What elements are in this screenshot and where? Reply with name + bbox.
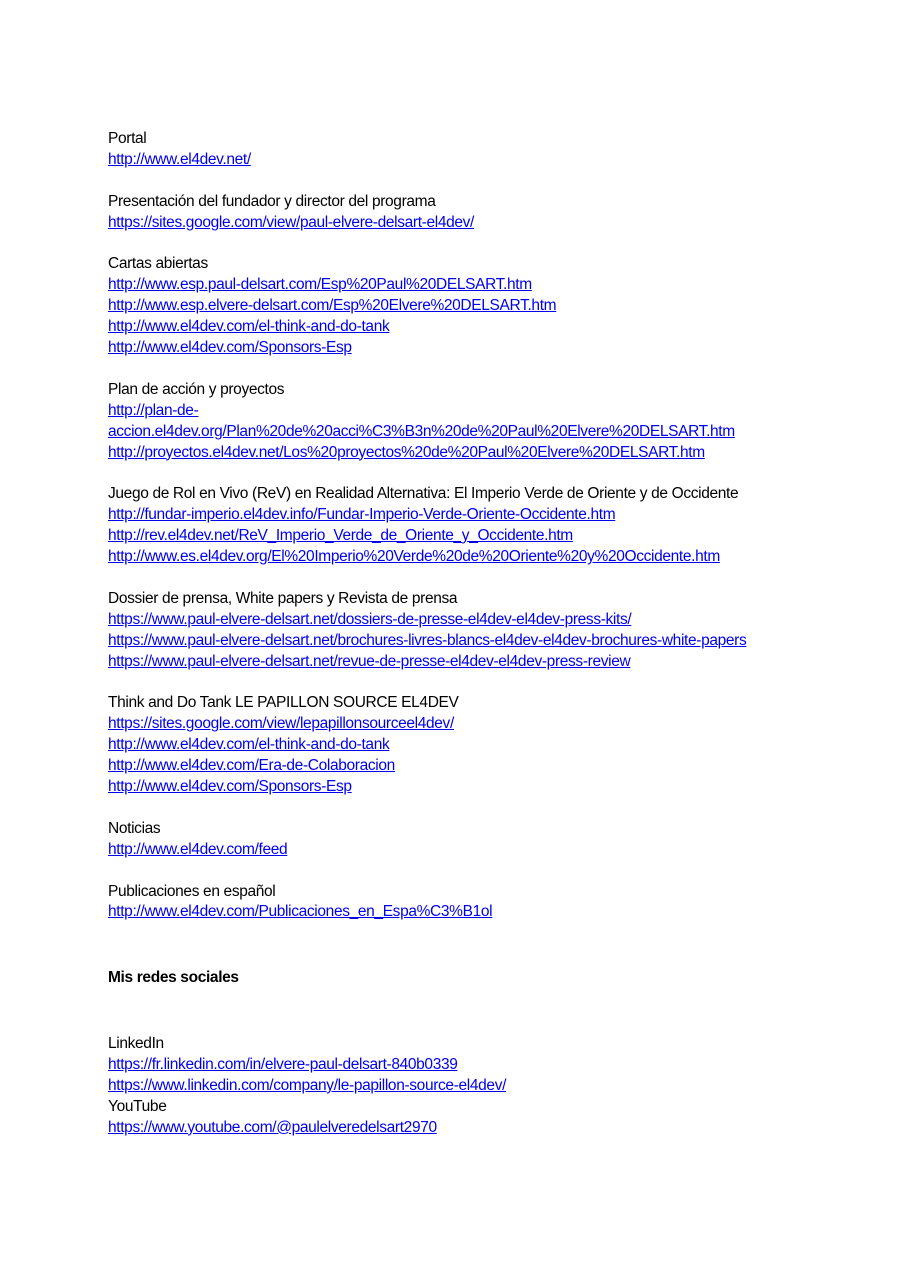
linkedin-label: LinkedIn bbox=[108, 1035, 164, 1053]
social-links-block bbox=[108, 1034, 888, 1139]
section-heading: Noticias bbox=[108, 819, 161, 837]
link[interactable]: http://www.el4dev.com/Publicaciones_en_Espa%C3%B1ol bbox=[108, 903, 493, 921]
linkedin-link[interactable]: https://www.linkedin.com/company/le-papillon-source-el4dev/ bbox=[108, 1077, 507, 1095]
document-page bbox=[108, 129, 888, 1139]
section-publications bbox=[108, 882, 888, 924]
link[interactable]: http://www.esp.paul-delsart.com/Esp%20Paul%20DELSART.htm bbox=[108, 276, 532, 294]
link[interactable]: http://www.el4dev.com/el-think-and-do-tank bbox=[108, 318, 390, 336]
link[interactable]: https://www.paul-elvere-delsart.net/brochures-livres-blancs-el4dev-el4dev-brochures-white-papers bbox=[108, 631, 747, 649]
link[interactable]: https://www.paul-elvere-delsart.net/revue-de-presse-el4dev-el4dev-press-review bbox=[108, 652, 631, 670]
link[interactable]: http://www.el4dev.com/el-think-and-do-tank bbox=[108, 736, 390, 754]
section-heading: Presentación del fundador y director del programa bbox=[108, 192, 436, 210]
section-heading: Plan de acción y proyectos bbox=[108, 380, 285, 398]
link[interactable]: https://sites.google.com/view/paul-elvere-delsart-el4dev/ bbox=[108, 213, 475, 231]
link[interactable]: http://www.esp.elvere-delsart.com/Esp%20Elvere%20DELSART.htm bbox=[108, 297, 557, 315]
section-heading: Juego de Rol en Vivo (ReV) en Realidad Alternativa: El Imperio Verde de Oriente y de Occidente bbox=[108, 485, 739, 503]
link[interactable]: accion.el4dev.org/Plan%20de%20acci%C3%B3n%20de%20Paul%20Elvere%20DELSART.htm bbox=[108, 422, 735, 440]
youtube-label: YouTube bbox=[108, 1097, 167, 1115]
section-heading: Dossier de prensa, White papers y Revista de prensa bbox=[108, 589, 458, 607]
section-think-tank bbox=[108, 693, 888, 798]
link[interactable]: http://fundar-imperio.el4dev.info/Fundar-Imperio-Verde-Oriente-Occidente.htm bbox=[108, 506, 616, 524]
section-heading: Think and Do Tank LE PAPILLON SOURCE EL4DEV bbox=[108, 694, 459, 712]
link[interactable]: https://sites.google.com/view/lepapillonsourceel4dev/ bbox=[108, 715, 454, 733]
section-heading: Portal bbox=[108, 130, 147, 147]
section-press bbox=[108, 589, 888, 673]
youtube-link[interactable]: https://www.youtube.com/@paulelveredelsart2970 bbox=[108, 1118, 437, 1136]
link[interactable]: http://www.el4dev.net/ bbox=[108, 150, 251, 168]
linkedin-link[interactable]: https://fr.linkedin.com/in/elvere-paul-delsart-840b0339 bbox=[108, 1056, 458, 1074]
section-news bbox=[108, 819, 888, 861]
link[interactable]: http://plan-de- bbox=[108, 401, 199, 419]
link[interactable]: http://www.el4dev.com/Era-de-Colaboracion bbox=[108, 757, 395, 775]
section-rev-game bbox=[108, 484, 888, 568]
social-networks-title-block bbox=[108, 968, 888, 989]
link[interactable]: http://proyectos.el4dev.net/Los%20proyectos%20de%20Paul%20Elvere%20DELSART.htm bbox=[108, 443, 705, 461]
section-action-plan bbox=[108, 380, 888, 464]
link[interactable]: http://rev.el4dev.net/ReV_Imperio_Verde_de_Oriente_y_Occidente.htm bbox=[108, 527, 573, 545]
section-open-letters bbox=[108, 254, 888, 359]
link[interactable]: http://www.el4dev.com/Sponsors-Esp bbox=[108, 339, 352, 357]
link[interactable]: https://www.paul-elvere-delsart.net/dossiers-de-presse-el4dev-el4dev-press-kits/ bbox=[108, 610, 632, 628]
link[interactable]: http://www.el4dev.com/Sponsors-Esp bbox=[108, 778, 352, 795]
section-heading: Publicaciones en español bbox=[108, 882, 276, 900]
social-networks-title: Mis redes sociales bbox=[108, 969, 239, 987]
link[interactable]: http://www.el4dev.com/feed bbox=[108, 840, 288, 858]
section-founder bbox=[108, 192, 888, 234]
section-heading: Cartas abiertas bbox=[108, 255, 208, 273]
link[interactable]: http://www.es.el4dev.org/El%20Imperio%20Verde%20de%20Oriente%20y%20Occidente.htm bbox=[108, 548, 720, 566]
section-portal bbox=[108, 129, 888, 171]
